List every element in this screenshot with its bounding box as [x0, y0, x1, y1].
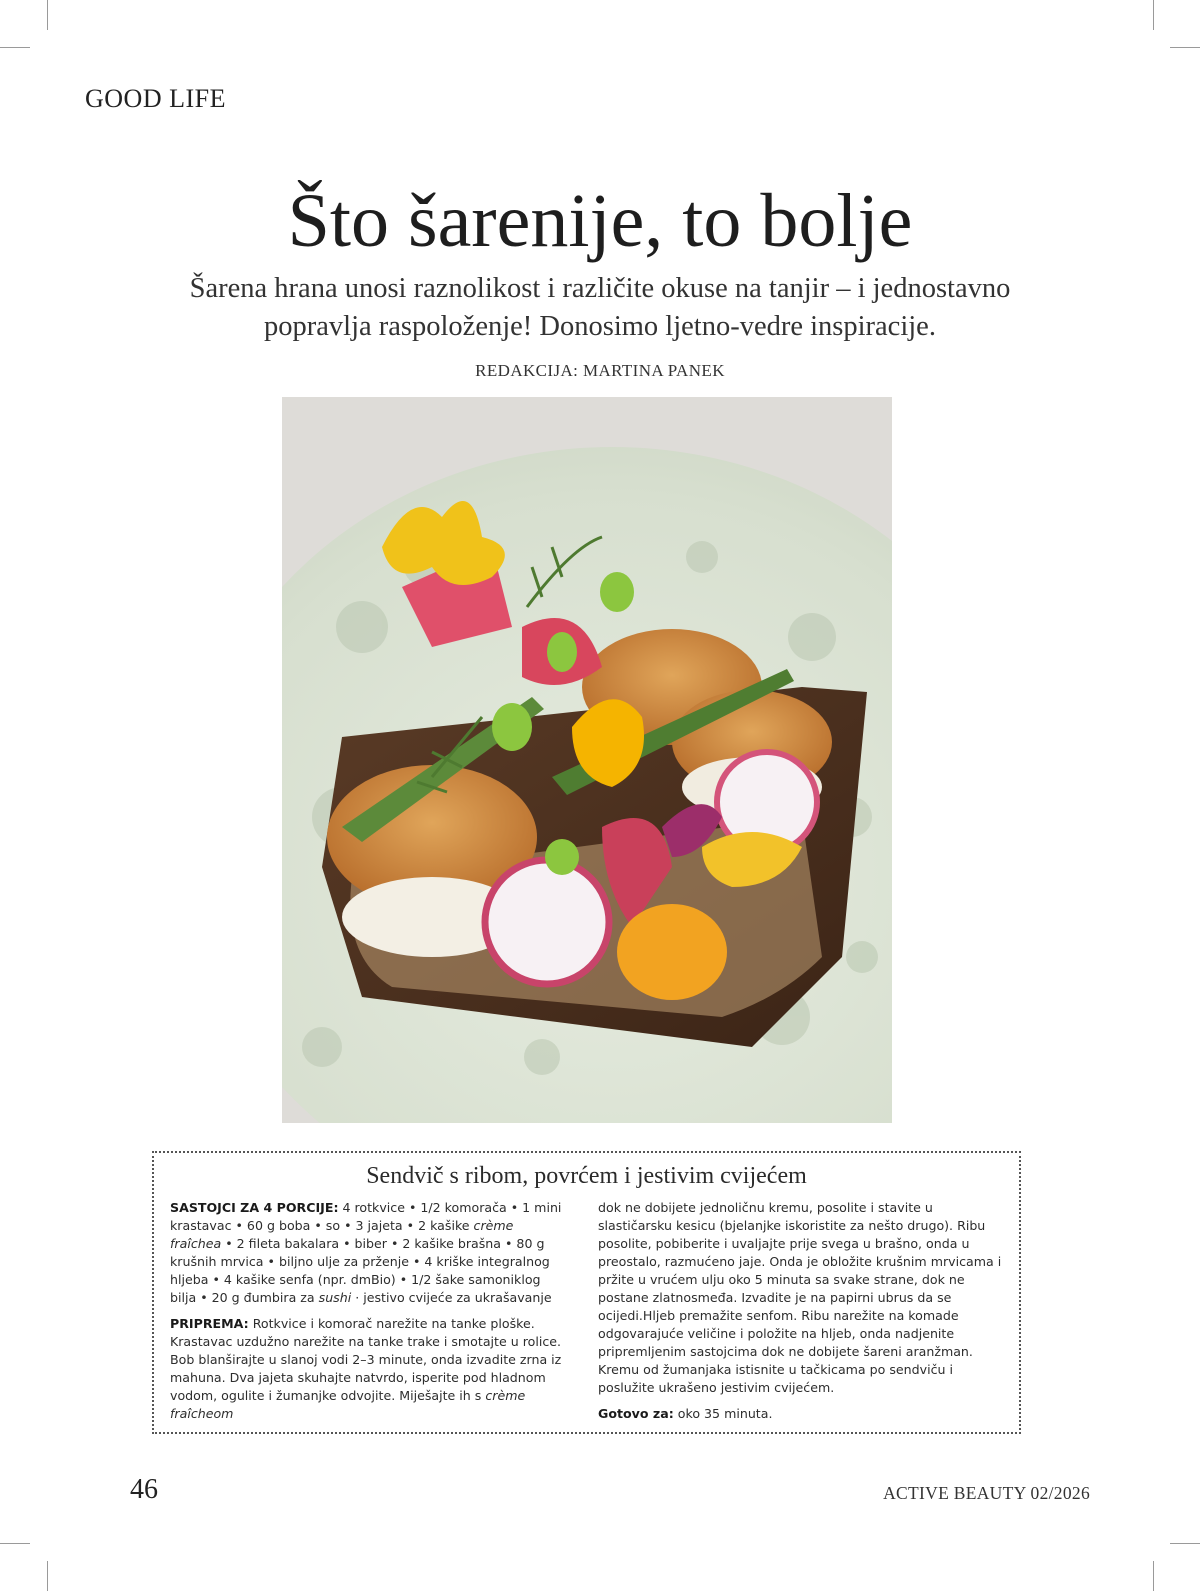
preparation-text-1: Rotkvice i komorač narežite na tanke ploške. Krastavac uzdužno narežite na tanke trake i smotajte u rolice. Bob blanširajte u slanoj vodi 2–3 minute, onda izvadite zrna iz mahuna. Dva jajeta skuhajte natvrdo, isperite pod hladnom vodom, ogulite i žumanjke odvojite. Miješajte ih s	[170, 1316, 562, 1403]
ready-time	[598, 1405, 1008, 1423]
crop-mark-left-bottom	[0, 1543, 30, 1544]
headline: Što šarenije, to bolje	[287, 179, 913, 263]
ingredients-label: SASTOJCI ZA 4 PORCIJE:	[170, 1200, 339, 1215]
ingredients-text-3: · jestivo cvijeće za ukrašavanje	[351, 1290, 552, 1305]
page-number: 46	[130, 1474, 158, 1505]
recipe-title: Sendvič s ribom, povrćem i jestivim cvijećem	[366, 1163, 807, 1189]
preparation-paragraph-continued	[598, 1199, 1008, 1397]
recipe-column-left	[170, 1199, 568, 1431]
recipe-box	[152, 1151, 1021, 1434]
ready-label: Gotovo za:	[598, 1406, 674, 1421]
preparation-italic: crème fraîcheom	[170, 1388, 526, 1421]
ingredients-paragraph	[170, 1199, 568, 1307]
crop-mark-bottom-left	[47, 1561, 48, 1591]
preparation-text-continued: dok ne dobijete jednoličnu kremu, posolite i stavite u slastičarsku kesicu (bjelanjke iskoristite za nešto drugo). Ribu posolite, pobiberite i uvaljajte prije svega u brašno, onda u preostalo, razmućeno jaje. Onda je obložite krušnim mrvicama i pržite u vrućem ulju oko 5 minuta sa svake strane, dok ne postane zlatnosmeđa. Izvadite je na papirni ubrus da se ocijedi.Hljeb premažite senfom. Ribu narežite na komade odgovarajuće veličine i položite na hljeb, onda nadjenite pripremljenim sastojcima dok ne dobijete šareni aranžman. Kremu od žumanjaka istisnite u tačkicama po sendviču i poslužite ukrašeno jestivim cvijećem.	[598, 1200, 1002, 1395]
deck	[120, 270, 1080, 346]
ready-value: oko 35 minuta.	[673, 1406, 773, 1421]
byline: REDAKCIJA: MARTINA PANEK	[475, 361, 725, 380]
ingredients-italic-1: crème fraîchea	[170, 1218, 514, 1251]
crop-mark-right-top	[1170, 47, 1200, 48]
preparation-paragraph	[170, 1315, 568, 1423]
ingredients-italic-2: sushi	[318, 1290, 352, 1305]
deck-line-1: Šarena hrana unosi raznolikost i različite okuse na tanjir – i jednostavno	[189, 273, 1011, 304]
preparation-label: PRIPREMA:	[170, 1316, 249, 1331]
crop-mark-top-left	[47, 0, 48, 30]
recipe-column-right	[598, 1199, 1008, 1431]
crop-mark-left-top	[0, 47, 30, 48]
magazine-issue: ACTIVE BEAUTY 02/2026	[883, 1483, 1090, 1503]
ingredients-text-2: • 2 fileta bakalara • biber • 2 kašike brašna • 80 g krušnih mrvica • biljno ulje za prženje • 4 kriške integralnog hljeba • 4 kašike senfa (npr. dmBio) • 1/2 šake samoniklog bilja • 20 g đumbira za	[170, 1236, 550, 1305]
section-label: GOOD LIFE	[85, 84, 226, 113]
crop-mark-top-right	[1153, 0, 1154, 30]
crop-mark-bottom-right	[1153, 1561, 1154, 1591]
food-photo	[282, 397, 892, 1123]
deck-line-2: popravlja raspoloženje! Donosimo ljetno-vedre inspiracije.	[264, 311, 936, 342]
ingredients-text-1: 4 rotkvice • 1/2 komorača • 1 mini krastavac • 60 g boba • so • 3 jajeta • 2 kašike	[170, 1200, 562, 1233]
crop-mark-right-bottom	[1170, 1543, 1200, 1544]
